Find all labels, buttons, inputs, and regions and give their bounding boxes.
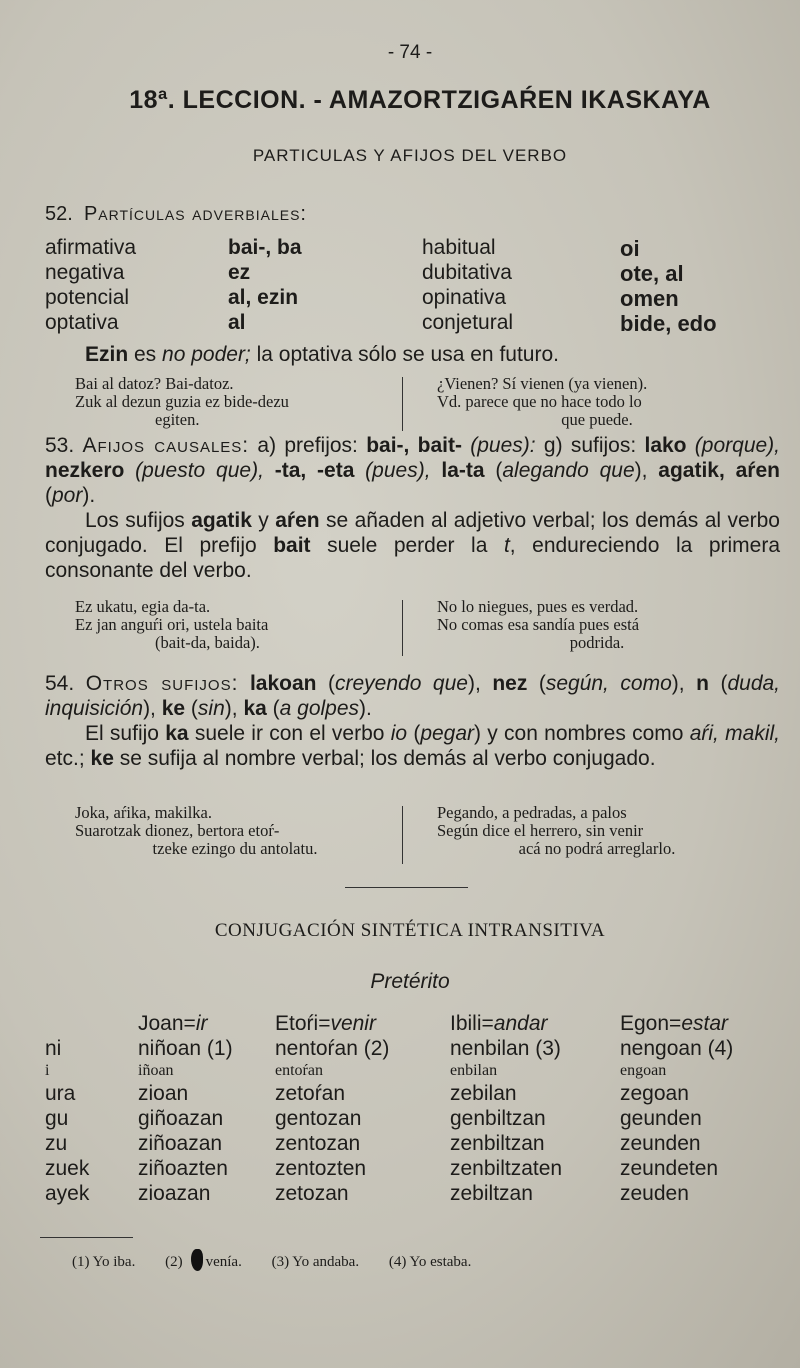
example-line: Vd. parece que no hace todo lo [437, 392, 642, 411]
examples-spanish [437, 375, 757, 429]
text-segment: la optativa sólo se usa en futuro. [250, 343, 559, 366]
footnote-2: venía. [205, 1254, 242, 1270]
text-segment: t [503, 534, 510, 557]
text-segment: sin [197, 697, 225, 720]
examples-basque [75, 375, 395, 429]
verb-form: zentozten [275, 1157, 367, 1180]
text-segment: n [696, 672, 709, 695]
text-segment: agatik [191, 509, 252, 532]
text-segment: 53. [45, 434, 83, 457]
verb-header-meaning: ir [195, 1012, 208, 1035]
verb-form: gentozan [275, 1107, 362, 1130]
section-52-examples [75, 375, 785, 431]
text-segment: Afijos causales: [82, 434, 250, 457]
person: ayek [45, 1182, 90, 1205]
particle-type: conjetural [422, 311, 514, 334]
conjugation-title: CONJUGACIÓN SINTÉTICA INTRANSITIVA [214, 920, 606, 941]
text-segment: lakoan [249, 672, 317, 695]
particle-type: potencial [45, 286, 130, 309]
particle: omen [620, 286, 679, 311]
text-segment: io [390, 722, 408, 745]
verb-form: giñoazan [138, 1107, 224, 1130]
example-line: Joka, aŕika, makilka. [75, 803, 212, 822]
verb-form: ziñoazan [138, 1132, 223, 1155]
section-53-examples [75, 598, 785, 654]
text-segment: ( [185, 697, 198, 720]
particle-row [45, 236, 795, 261]
conjugation-row [45, 1132, 795, 1157]
particle-type: dubitativa [422, 261, 512, 284]
text-segment: ) y con nombres como [474, 722, 690, 745]
text-segment: -ta, -eta [274, 459, 355, 482]
text-segment: El sufijo [85, 722, 166, 745]
particle: al [228, 311, 246, 334]
verb-header-eq: = [183, 1012, 196, 1035]
text-segment: por [52, 484, 83, 507]
text-segment: ka [165, 722, 189, 745]
verb-form: zegoan [620, 1082, 689, 1105]
verb-form: zioazan [138, 1182, 211, 1205]
verb-form: zentozan [275, 1132, 361, 1155]
text-segment: ), [671, 672, 697, 695]
verb-header [450, 1012, 548, 1036]
text-segment: ), [143, 697, 162, 720]
text-segment: Ezin [85, 343, 129, 366]
particle: ote, al [620, 261, 684, 286]
example-line: acá no podrá arreglarlo. [518, 839, 676, 858]
text-segment: g) sufijos: [535, 434, 645, 457]
verb-form: zeuden [620, 1182, 689, 1205]
text-segment: nez [492, 672, 528, 695]
column-divider [402, 806, 403, 864]
verb-form: zioan [138, 1082, 189, 1105]
footnote-2-number: (2) [165, 1254, 183, 1270]
text-segment: es [128, 343, 163, 366]
example-line: No comas esa sandía pues está [437, 615, 640, 634]
text-segment: ). [82, 484, 96, 507]
verb-form: zenbiltzaten [450, 1157, 563, 1180]
footnote-3: (3) Yo andaba. [271, 1254, 360, 1270]
verb-form: iñoan [138, 1062, 174, 1079]
verb-header-meaning: estar [681, 1012, 728, 1035]
example-line: Bai al datoz? Bai-datoz. [75, 374, 234, 393]
text-segment: ), [224, 697, 244, 720]
footnote-1: (1) Yo iba. [72, 1254, 136, 1270]
verb-header-eq: = [669, 1012, 682, 1035]
text-segment: ka [243, 697, 267, 720]
person: ni [45, 1037, 62, 1060]
example-line: Ez jan anguŕi ori, ustela baita [75, 615, 269, 634]
text-segment: , endureciendo la primera consonante del verbo. [45, 534, 780, 582]
conjugation-row [45, 1062, 795, 1082]
text-segment: ( [45, 484, 52, 507]
tense-title: Pretérito [370, 970, 450, 993]
particle-type: negativa [45, 261, 125, 284]
person: ura [45, 1082, 76, 1105]
text-segment: ke [161, 697, 186, 720]
lesson-subtitle: PARTICULAS Y AFIJOS DEL VERBO [252, 146, 568, 165]
text-segment: ), [634, 459, 659, 482]
verb-form: zetozan [275, 1182, 349, 1205]
verb-form: nenbilan (3) [450, 1037, 561, 1060]
example-line: ¿Vienen? Sí vienen (ya vienen). [437, 374, 648, 393]
section-54-paragraph-2 [45, 721, 780, 771]
text-segment: ( [266, 697, 280, 720]
text-segment: ( [407, 722, 421, 745]
conjugation-row [45, 1157, 795, 1182]
example-line: Según dice el herrero, sin venir [437, 821, 644, 840]
section-54-examples [75, 804, 785, 862]
example-line: (bait-da, baida). [155, 633, 260, 652]
conjugation-row [45, 1182, 795, 1207]
text-segment: ke [90, 747, 114, 770]
particle-type: opinativa [422, 286, 507, 309]
text-segment: creyendo que [335, 672, 468, 695]
ink-blot [191, 1249, 203, 1271]
verb-form: geunden [620, 1107, 702, 1130]
example-line: Suarotzak dionez, bertora etoŕ- [75, 821, 280, 840]
examples-spanish [437, 598, 757, 652]
text-segment [264, 459, 275, 482]
verb-form: nentoŕan (2) [275, 1037, 390, 1060]
text-segment: (pues): [461, 434, 536, 457]
example-line: Ez ukatu, egia da-ta. [75, 597, 211, 616]
text-segment: suele perder la [310, 534, 504, 557]
verb-form: zetoŕan [275, 1082, 346, 1105]
verb-form: entoŕan [275, 1062, 323, 1079]
verb-form: zeunden [620, 1132, 701, 1155]
particle-row [45, 286, 795, 311]
text-segment: (puesto que), [124, 459, 264, 482]
text-segment: ). [359, 697, 372, 720]
text-segment: ( [708, 672, 728, 695]
text-segment: Los sufijos [85, 509, 192, 532]
example-line: egiten. [155, 410, 200, 429]
person: zu [45, 1132, 68, 1155]
verb-header-eq: = [318, 1012, 331, 1035]
verb-header [620, 1012, 728, 1036]
example-line: que puede. [561, 410, 633, 429]
particle: bai-, ba [228, 236, 302, 259]
verb-header-eq: = [481, 1012, 494, 1035]
example-line: Pegando, a pedradas, a palos [437, 803, 627, 822]
particle-row [45, 261, 795, 286]
text-segment: se añaden al adjetivo verbal; los demás al verbo conjugado. El prefijo [45, 509, 780, 557]
text-segment: a) prefijos: [249, 434, 367, 457]
text-segment: alegando que [502, 459, 635, 482]
verb-header-verb: Ibili [450, 1012, 482, 1035]
text-segment: agatik, aŕen [658, 459, 780, 482]
text-segment: Otros sufijos: [85, 672, 239, 695]
verb-header [138, 1012, 207, 1036]
text-segment: bai-, bait- [366, 434, 462, 457]
column-divider [402, 600, 403, 656]
section-52-heading [45, 203, 307, 226]
examples-spanish [437, 804, 757, 858]
text-segment: (porque), [686, 434, 781, 457]
section-53-paragraph [45, 433, 780, 508]
text-segment: aŕi, makil, [689, 722, 780, 745]
footnote-divider [40, 1237, 133, 1238]
conjugation-row [45, 1082, 795, 1107]
text-segment: y [251, 509, 276, 532]
verb-header-verb: Etoŕi [275, 1012, 319, 1035]
verb-header-meaning: andar [493, 1012, 548, 1035]
section-53-paragraph-2 [45, 508, 780, 583]
verb-form: niñoan (1) [138, 1037, 233, 1060]
text-segment: ( [316, 672, 335, 695]
verb-header [275, 1012, 376, 1036]
example-line: No lo niegues, pues es verdad. [437, 597, 639, 616]
text-segment: no poder; [162, 343, 251, 366]
verb-form: engoan [620, 1062, 667, 1079]
verb-form: zebiltzan [450, 1182, 533, 1205]
examples-basque [75, 804, 395, 858]
particles-table [45, 236, 795, 336]
page-number: - 74 - [387, 42, 433, 63]
section-title: Partículas adverbiales: [83, 203, 307, 225]
section-divider [345, 887, 468, 888]
text-segment: según, como [545, 672, 672, 695]
text-segment: (pues), [354, 459, 431, 482]
text-segment: etc.; [45, 747, 91, 770]
verb-header-verb: Egon [620, 1012, 670, 1035]
text-segment: bait [273, 534, 311, 557]
particle: al, ezin [228, 286, 299, 309]
particle: ez [228, 261, 251, 284]
text-segment: duda, inquisición [45, 672, 781, 720]
particle: bide, edo [620, 311, 717, 336]
text-segment: se sufija al nombre verbal; los demás al verbo conjugado. [113, 747, 656, 770]
text-segment: 54. [45, 672, 86, 695]
text-segment: aŕen [275, 509, 320, 532]
verb-form: enbilan [450, 1062, 498, 1079]
text-segment: ), [467, 672, 493, 695]
text-segment: ( [527, 672, 546, 695]
verb-form: zenbiltzan [450, 1132, 545, 1155]
text-segment [238, 672, 250, 695]
text-segment: a golpes [279, 697, 360, 720]
particle: oi [620, 236, 640, 261]
person: zuek [45, 1157, 90, 1180]
example-line: Zuk al dezun guzia ez bide-dezu [75, 392, 289, 411]
lesson-title: 18ª. LECCION. - AMAZORTZIGAŔEN IKASKAYA [129, 86, 711, 114]
verb-form: zebilan [450, 1082, 517, 1105]
text-segment: la-ta [441, 459, 485, 482]
verb-header-meaning: venir [330, 1012, 376, 1035]
particle-type: habitual [422, 236, 496, 259]
text-segment: ( [484, 459, 503, 482]
section-number: 52. [45, 203, 73, 225]
verb-form: genbiltzan [450, 1107, 546, 1130]
text-segment: nezkero [45, 459, 125, 482]
conjugation-table [45, 1012, 795, 1207]
text-segment: pegar [420, 722, 475, 745]
section-52-note [85, 342, 785, 367]
person: gu [45, 1107, 69, 1130]
verb-form: ziñoazten [138, 1157, 228, 1180]
example-line: podrida. [569, 633, 625, 652]
text-segment [431, 459, 442, 482]
person: i [45, 1062, 50, 1079]
example-line: tzeke ezingo du antolatu. [152, 839, 318, 858]
text-segment: lako [644, 434, 687, 457]
section-54-paragraph [45, 671, 780, 721]
verb-form: nengoan (4) [620, 1037, 734, 1060]
examples-basque [75, 598, 395, 652]
footnote-4: (4) Yo estaba. [388, 1254, 472, 1270]
conjugation-row [45, 1037, 795, 1062]
conjugation-row [45, 1107, 795, 1132]
verb-header-verb: Joan [138, 1012, 184, 1035]
footnotes [72, 1249, 497, 1271]
particle-type: optativa [45, 311, 119, 334]
particle-type: afirmativa [45, 236, 137, 259]
particle-row [45, 311, 795, 336]
text-segment: suele ir con el verbo [188, 722, 391, 745]
conjugation-header [45, 1012, 795, 1037]
column-divider [402, 377, 403, 431]
verb-form: zeundeten [620, 1157, 719, 1180]
